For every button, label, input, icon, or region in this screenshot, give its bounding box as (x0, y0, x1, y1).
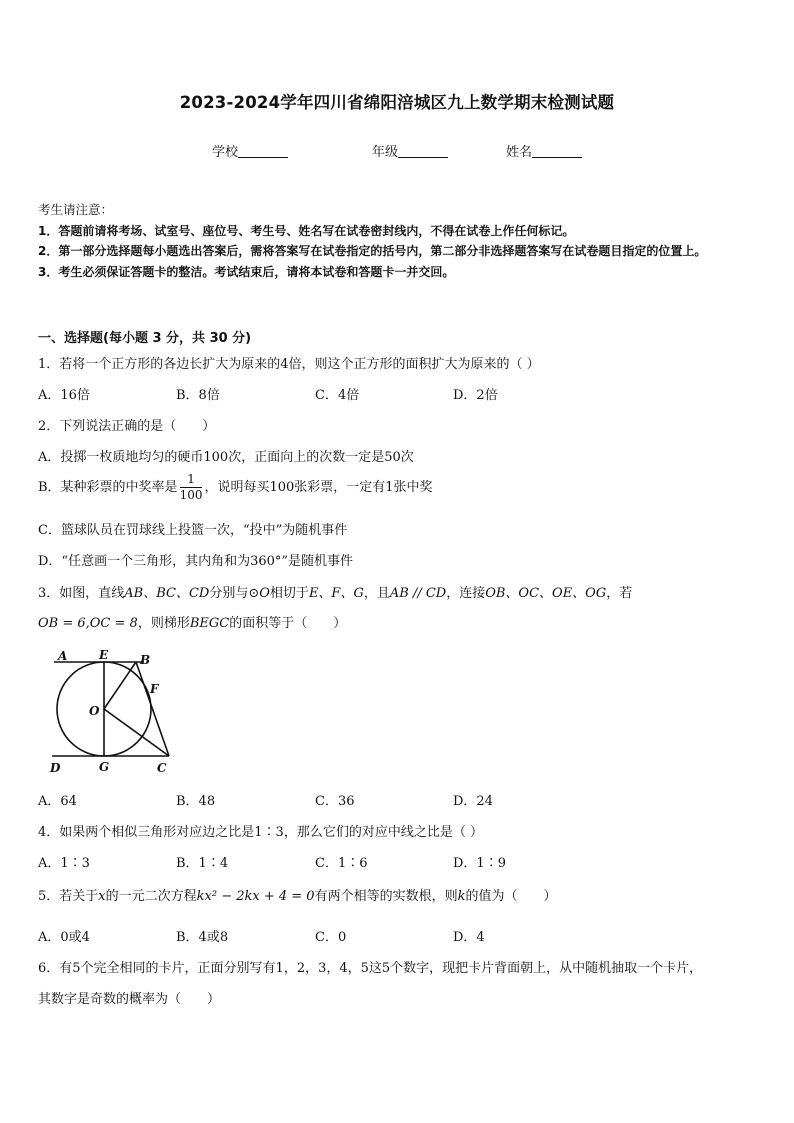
q3-text: 分别与⊙ (209, 586, 260, 601)
q3-math: AB // CD (389, 586, 447, 601)
notice-heading: 考生请注意： (38, 202, 114, 217)
q4-stem: 4．如果两个相似三角形对应边之比是1∶3，那么它们的对应中线之比是（ ） (38, 825, 483, 840)
q5-text: 5．若关于 (38, 889, 99, 904)
q5-option-c: C．0 (315, 930, 347, 945)
q6-stem-line2: 其数字是奇数的概率为（ ） (38, 992, 221, 1007)
q3-option-d: D．24 (453, 794, 493, 809)
school-field (212, 141, 288, 160)
q1-option-d: D．2倍 (453, 388, 498, 403)
q3-option-c: C．36 (315, 794, 355, 809)
q5-equation: kx² − 2kx + 4 = 0 (196, 889, 315, 904)
school-label: 学校 (212, 145, 239, 160)
grade-blank (398, 145, 448, 158)
q1-stem: 1．若将一个正方形的各边长扩大为原来的4倍，则这个正方形的面积扩大为原来的（ ） (38, 357, 540, 372)
label-e: E (99, 648, 109, 662)
q3-math: BEGC (189, 616, 230, 631)
page-title: 2023-2024学年四川省绵阳涪城区九上数学期末检测试题 (179, 93, 615, 112)
label-g: G (99, 760, 110, 774)
label-o: O (89, 704, 100, 718)
q1-option-a: A．16倍 (38, 388, 90, 403)
q5-option-b: B．4或8 (176, 930, 229, 945)
label-b: B (140, 653, 151, 667)
school-blank (238, 145, 288, 158)
fraction-denominator: 100 (179, 488, 203, 502)
segment-bc (136, 662, 169, 756)
q2-option-c: C．篮球队员在罚球线上投篮一次，“投中”为随机事件 (38, 523, 348, 538)
q2-b-suffix: ，说明每买100张彩票，一定有1张中奖 (204, 480, 433, 495)
q5-math-k: k (457, 889, 466, 904)
q3-math: O (259, 586, 270, 601)
q5-math-x: x (98, 889, 106, 904)
q3-option-b: B．48 (176, 794, 216, 809)
q3-math: OB、OC、OE、OG (485, 586, 607, 601)
q3-math: OB = 6,OC = 8 (38, 616, 138, 631)
q5-stem (38, 885, 556, 904)
name-blank (532, 145, 582, 158)
q4-option-c: C．1∶6 (315, 856, 368, 871)
q5-option-a: A．0或4 (38, 930, 90, 945)
q3-stem-line2 (38, 612, 346, 631)
notice-item-2: 2．第一部分选择题每小题选出答案后，需将答案写在试卷指定的括号内，第二部分非选择题答案写在试卷题目指定的位置上。 (38, 244, 707, 258)
q2-option-d: D．“任意画一个三角形，其内角和为360°”是随机事件 (38, 554, 354, 569)
q4-option-a: A．1∶3 (38, 856, 90, 871)
q2-option-b (38, 472, 433, 503)
notice-block (38, 200, 760, 282)
q3-figure (44, 648, 184, 778)
segment-ob (104, 662, 136, 709)
q3-text: ，则梯形 (137, 616, 190, 631)
notice-item-3: 3．考生必须保证答题卡的整洁。考试结束后，请将本试卷和答题卡一并交回。 (38, 264, 455, 279)
q3-stem-line1 (38, 582, 632, 601)
segment-oc (104, 709, 169, 756)
q5-text: 有两个相等的实数根，则 (314, 889, 458, 904)
grade-field (372, 141, 448, 160)
q3-option-a: A．64 (38, 794, 77, 809)
q3-text: ，连接 (446, 586, 486, 601)
q1-option-c: C．4倍 (315, 388, 360, 403)
q1-option-b: B．8倍 (176, 388, 220, 403)
section-heading: 一、选择题(每小题 3 分，共 30 分) (38, 331, 252, 346)
q5-text: 的一元二次方程 (105, 889, 197, 904)
label-d: D (50, 761, 61, 775)
name-label: 姓名 (506, 145, 533, 160)
q3-text: ，且 (363, 586, 390, 601)
q2-option-a: A．投掷一枚质地均匀的硬币100次，正面向上的次数一定是50次 (38, 450, 414, 465)
q2-stem: 2．下列说法正确的是（ ） (38, 419, 216, 434)
q3-text: 相切于 (269, 586, 309, 601)
grade-label: 年级 (372, 145, 399, 160)
q5-option-d: D．4 (453, 930, 485, 945)
q3-text: 3．如图，直线 (38, 586, 125, 601)
q3-math: E、F、G (308, 586, 364, 601)
label-c: C (157, 761, 167, 775)
notice-item-1: 1．答题前请将考场、试室号、座位号、考生号、姓名写在试卷密封线内，不得在试卷上作任何标记。 (38, 223, 575, 238)
q4-option-b: B．1∶4 (176, 856, 229, 871)
fraction (180, 472, 203, 503)
label-f: F (150, 682, 159, 696)
q5-text: 的值为（ ） (465, 889, 557, 904)
q2-b-prefix: B．某种彩票的中奖率是 (38, 480, 178, 495)
label-a: A (58, 649, 68, 663)
q3-text: 的面积等于（ ） (229, 616, 347, 631)
q3-text: ，若 (606, 586, 633, 601)
q4-option-d: D．1∶9 (453, 856, 506, 871)
q6-stem-line1: 6．有5个完全相同的卡片，正面分别写有1，2，3，4，5这5个数字，现把卡片背面朝上，从中随机抽取一个卡片， (38, 961, 703, 976)
q3-math: AB、BC、CD (124, 586, 210, 601)
name-field (506, 141, 582, 160)
fraction-numerator: 1 (180, 472, 203, 488)
